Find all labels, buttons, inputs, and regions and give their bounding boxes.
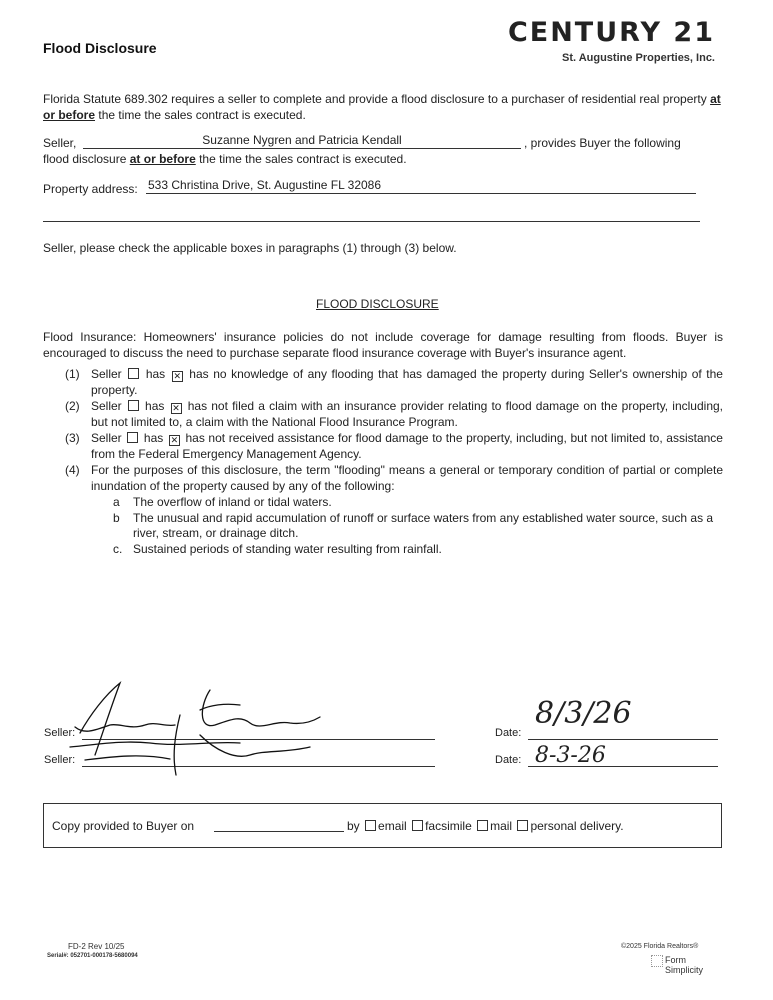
has-checkbox[interactable] [128,400,139,411]
list-item: (1) Seller has ✕ has no knowledge of any flooding that has damaged the property during Seller's ownership of the property. [65,367,723,397]
date-2-handwritten[interactable]: 8-3-26 [535,743,606,768]
intro-paragraph: Florida Statute 689.302 requires a seller to complete and provide a flood disclosure to a purchaser of residential real property at or before the time the sales contract is executed. [43,92,721,122]
list-item: (4) For the purposes of this disclosure, the term "flooding" means a general or temporary condition of partial or complete inundation of the property caused by any of the following: [65,463,723,493]
instruction-text: Seller, please check the applicable boxes in paragraphs (1) through (3) below. [43,241,457,255]
copy-provided-box [43,803,722,848]
email-checkbox[interactable] [365,820,376,831]
serial-number: Serial#: 052701-000178-5680094 [47,953,138,959]
list-item: (2) Seller has ✕ has not filed a claim with an insurance provider relating to flood damage on the property, including, but not limited to, a claim with the National Flood Insurance Program. [65,399,724,429]
signature-image [50,675,340,785]
date-1-label: Date: [495,727,522,739]
date-1-line [528,739,718,740]
date-1-handwritten[interactable]: 8/3/26 [535,696,632,731]
facsimile-checkbox[interactable] [412,820,423,831]
date-2-label: Date: [495,754,522,766]
property-address-line-2 [43,221,700,222]
seller-2-label: Seller: [44,754,76,766]
insurance-paragraph: Flood Insurance: Homeowners' insurance policies do not include coverage for damage resulting from floods. Buyer is encouraged to discuss the need to purchase separate flood insurance coverage with Buyer's insurance agent. [43,330,723,360]
disclosure-list [43,367,723,557]
sub-item: c. Sustained periods of standing water resulting from rainfall. [113,541,442,556]
has-not-checkbox[interactable]: ✕ [172,403,180,413]
property-address-label: Property address: [43,182,138,196]
copy-provided-label: Copy provided to Buyer on [52,819,195,833]
has-checkbox[interactable] [127,432,138,443]
intro-emphasis: at or before [43,92,721,122]
property-address-line [146,193,696,194]
seller-1-label: Seller: [44,727,76,739]
has-checkbox[interactable] [128,368,139,379]
form-id: FD-2 Rev 10/25 [68,942,125,951]
brand-block [508,18,715,64]
seller-line-2: flood disclosure at or before the time the sales contract is executed. [43,152,407,166]
form-simplicity-logo: Form Simplicity [651,955,703,975]
form-simplicity-icon [651,955,663,967]
section-title: FLOOD DISCLOSURE [316,297,439,311]
has-not-checkbox[interactable]: ✕ [170,435,179,445]
sub-item: a The overflow of inland or tidal waters. [113,495,332,509]
list-item: (3) Seller has ✕ has not received assistance for flood damage to the property, including, but not limited to, assistance from the Federal Emergency Management Agency. [65,431,723,461]
office-name: St. Augustine Properties, Inc. [561,52,715,64]
delivery-options: by email facsimile mail personal delivery. [347,819,624,833]
seller-names-field[interactable]: Suzanne Nygren and Patricia Kendall [202,133,402,147]
copy-date-line[interactable] [214,831,344,832]
sub-item: b The unusual and rapid accumulation of runoff or surface waters from any established water source, such as a river, stream, or drainage ditch. [113,510,714,540]
seller-suffix: , provides Buyer the following [524,136,681,150]
brand-logo: CENTURY 21 [507,17,715,48]
form-title: Flood Disclosure [43,40,157,56]
seller-name-line [83,148,521,149]
personal-delivery-checkbox[interactable] [517,820,528,831]
property-address-field[interactable]: 533 Christina Drive, St. Augustine FL 32086 [148,178,382,192]
copyright: ©2025 Florida Realtors® [621,943,699,950]
has-not-checkbox[interactable]: ✕ [173,371,181,381]
seller-label: Seller, [43,136,77,150]
mail-checkbox[interactable] [477,820,488,831]
